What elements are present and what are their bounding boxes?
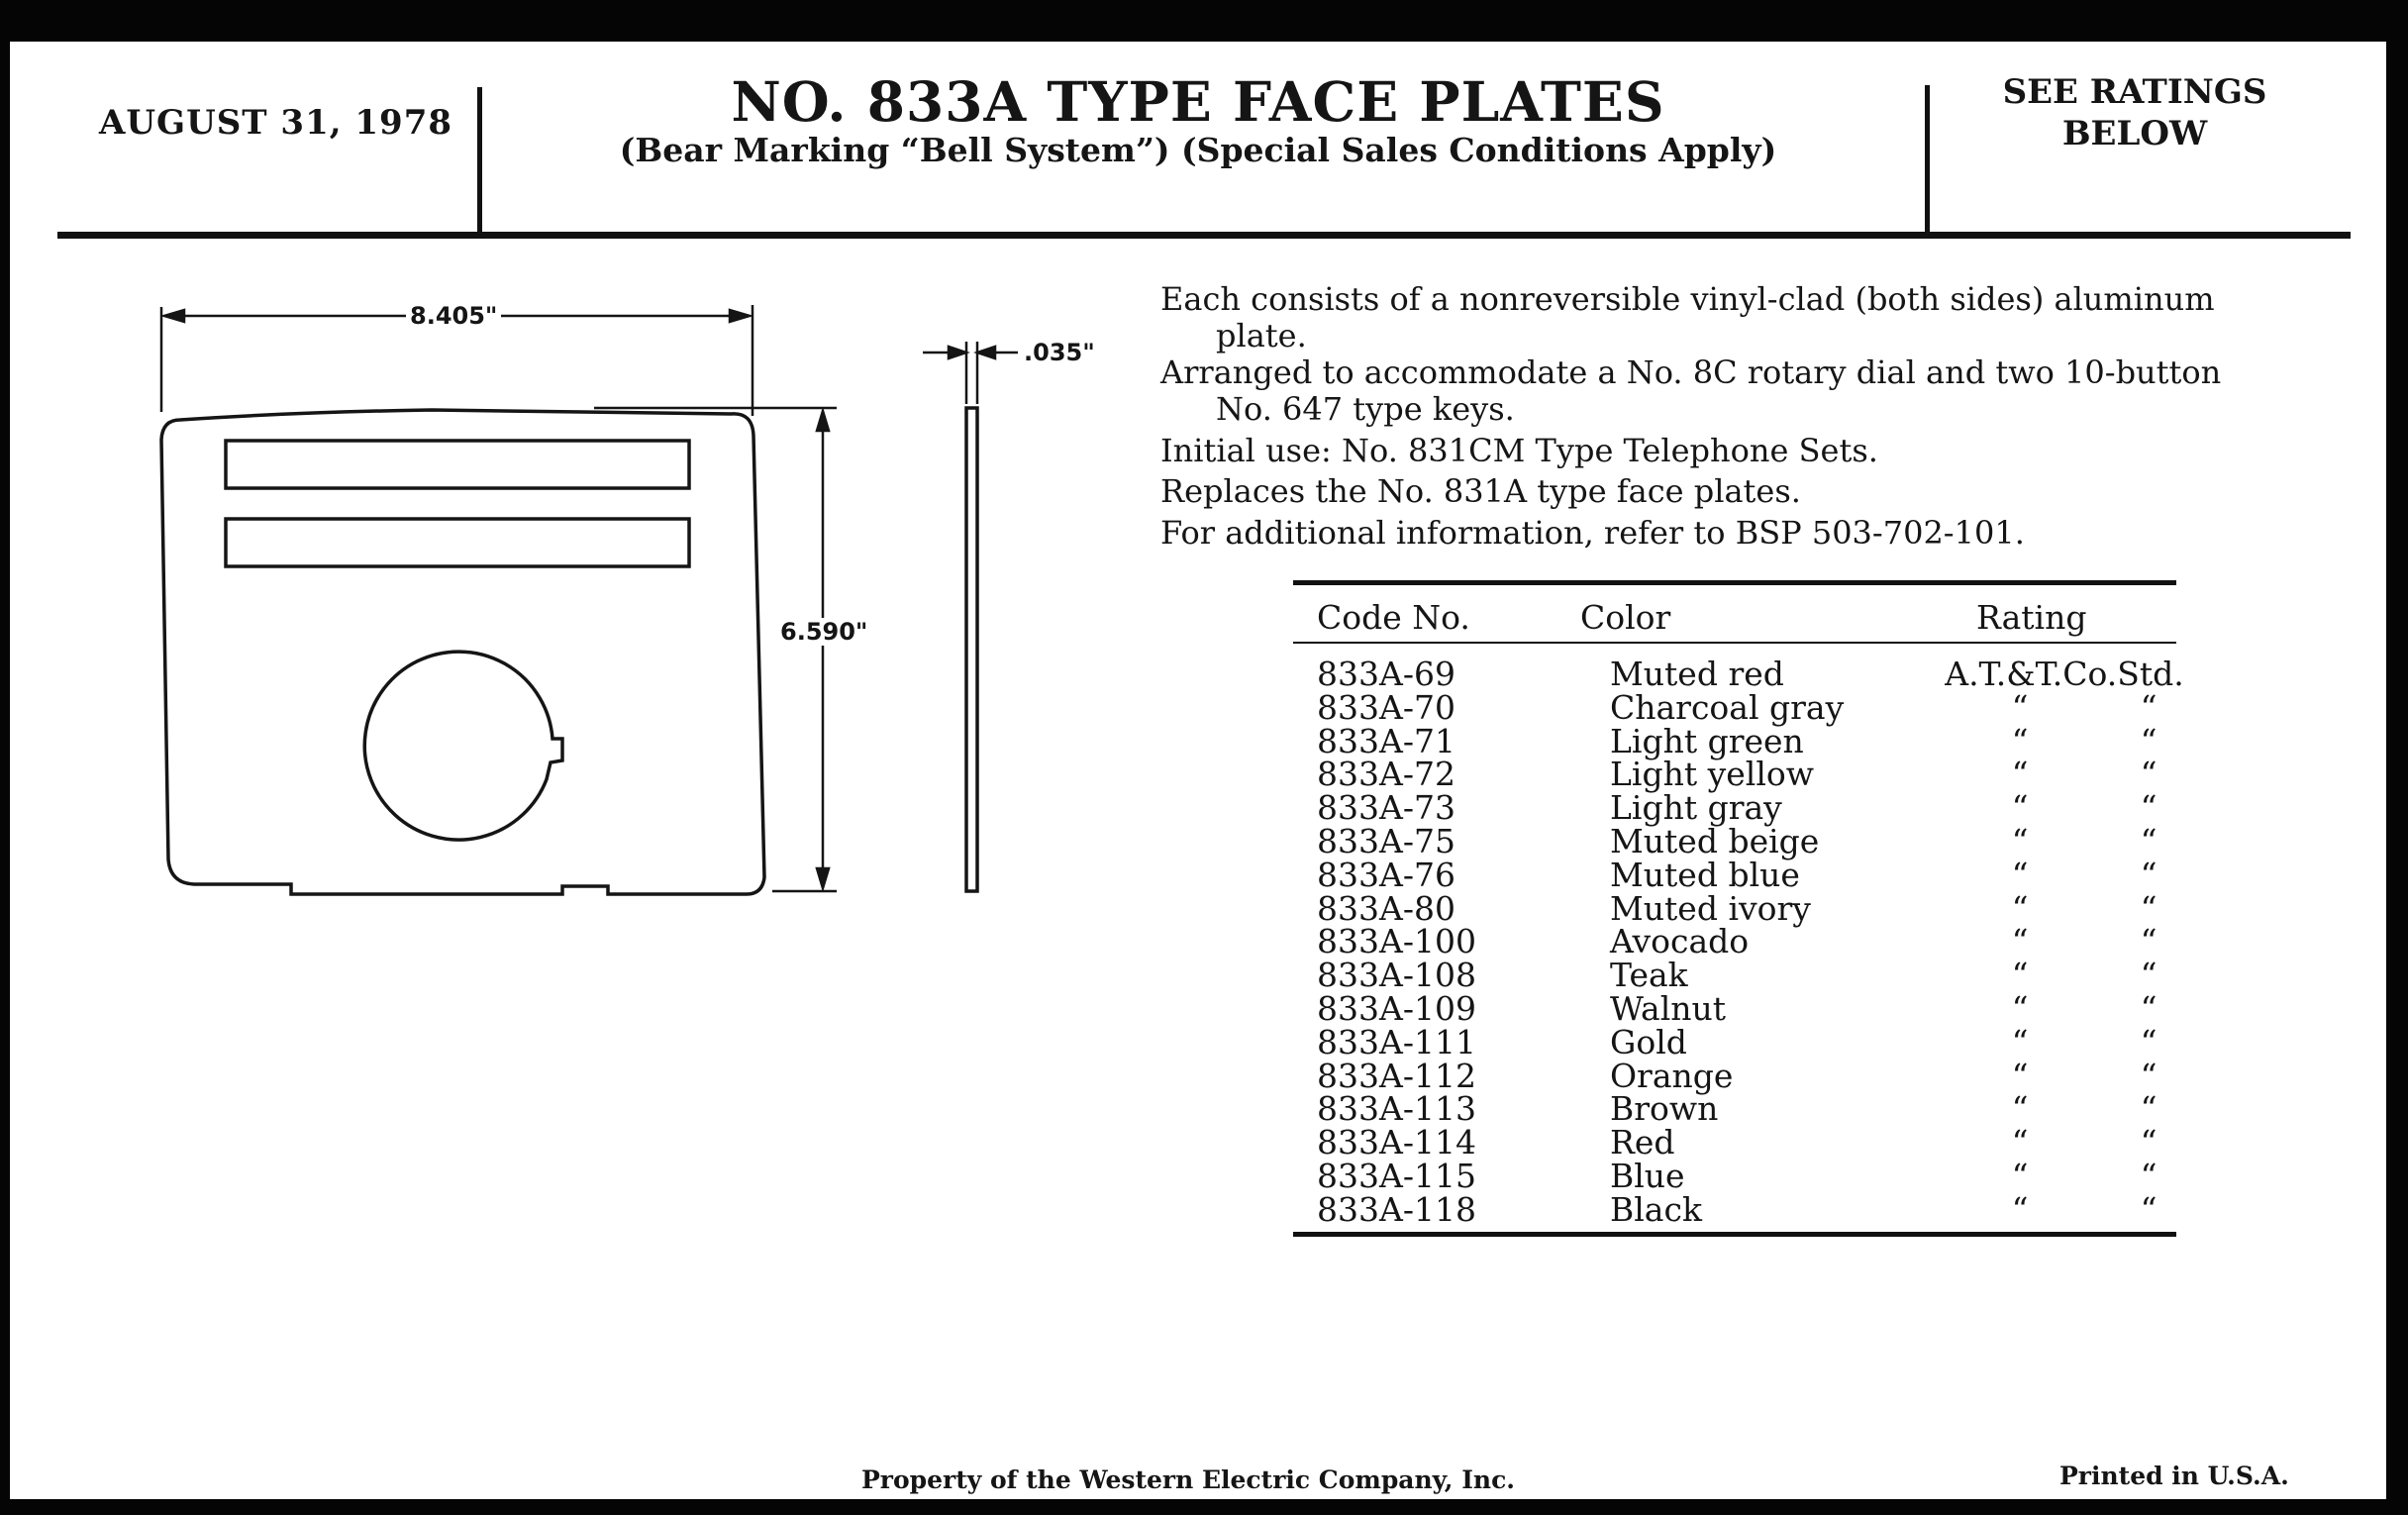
rating-ditto-mark: “ [2140,1157,2157,1195]
column-header-code: Code No. [1317,598,1470,637]
code-cell: 833A-70 [1317,687,1455,727]
rating-ditto-mark: “ [2011,687,2029,727]
code-cell: 833A-76 [1317,855,1455,894]
table-row [1317,989,2208,1028]
rating-ditto-mark: “ [2140,1123,2157,1162]
rating-ditto-mark: “ [2011,888,2029,928]
code-cell: 833A-113 [1317,1089,1476,1129]
description-paragraph-1 [1160,281,2301,354]
color-cell: Muted blue [1610,855,1800,894]
rating-ditto-mark: “ [2011,1123,2029,1162]
description-line: Arranged to accommodate a No. 8C rotary dial and two 10-button [1160,354,2222,391]
color-cell: Blue [1610,1157,1685,1195]
width-arrow-left [164,310,184,322]
code-cell: 833A-111 [1317,1022,1476,1061]
table-row [1317,956,2208,995]
code-cell: 833A-69 [1317,655,1455,693]
rating-ditto-mark: “ [2140,989,2157,1028]
rating-ditto-mark: “ [2140,1089,2157,1129]
table-header-rule [1293,642,2176,644]
rating-ditto-mark: “ [2140,687,2157,727]
page-title: NO. 833A TYPE FACE PLATES [731,69,1665,134]
description-paragraph-5: For additional information, refer to BSP 503-702-101. [1160,514,2025,552]
table-row [1317,855,2208,894]
code-cell: 833A-112 [1317,1056,1476,1095]
rating-ditto-mark: “ [2140,721,2157,760]
table-row [1317,1157,2208,1195]
rating-ditto-mark: “ [2011,1189,2029,1229]
table-row [1317,655,2208,693]
rating-ditto-mark: “ [2140,888,2157,928]
code-cell: 833A-109 [1317,989,1476,1028]
table-row [1317,721,2208,760]
color-cell: Light gray [1610,788,1782,828]
code-cell: 833A-100 [1317,922,1476,961]
color-cell: Teak [1610,956,1688,995]
rating-ditto-mark: “ [2140,1056,2157,1095]
color-cell: Orange [1610,1056,1734,1095]
rating-cell: A.T.&T.Co.Std. [1945,655,2184,693]
code-cell: 833A-114 [1317,1123,1476,1162]
description-line: No. 647 type keys. [1216,390,1515,428]
table-row [1317,687,2208,727]
description-paragraph-3: Initial use: No. 831CM Type Telephone Sets. [1160,432,1878,469]
rating-ditto-mark: “ [2011,1157,2029,1195]
color-cell: Gold [1610,1022,1687,1061]
code-cell: 833A-73 [1317,788,1455,828]
table-row [1317,922,2208,961]
column-header-rating: Rating [1976,598,2087,637]
table-bottom-rule [1293,1232,2176,1237]
rating-ditto-mark: “ [2140,1022,2157,1061]
rating-ditto-mark: “ [2011,956,2029,995]
code-cell: 833A-80 [1317,888,1455,928]
thickness-arrow-left [949,347,966,358]
thickness-dimension-label: .035" [1024,339,1095,366]
description-line: Each consists of a nonreversible vinyl-clad (both sides) aluminum [1160,280,2215,318]
dial-opening [364,652,562,840]
color-cell: Muted red [1610,655,1784,693]
table-row [1317,1123,2208,1162]
table-row [1317,888,2208,928]
color-cell: Muted beige [1610,822,1820,860]
color-cell: Light green [1610,721,1804,760]
table-row [1317,1189,2208,1229]
color-cell: Muted ivory [1610,888,1811,928]
rating-ditto-mark: “ [2140,788,2157,828]
column-header-color: Color [1580,598,1671,637]
ownership-footer: Property of the Western Electric Company, Inc. [861,1465,1516,1494]
rating-ditto-mark: “ [2140,956,2157,995]
key-slot-top [226,441,689,488]
color-cell: Red [1610,1123,1675,1162]
rating-ditto-mark: “ [2011,1089,2029,1129]
page-subtitle: (Bear Marking “Bell System”) (Special Sales Conditions Apply) [619,131,1777,169]
code-cell: 833A-72 [1317,755,1455,794]
rating-ditto-mark: “ [2011,1056,2029,1095]
color-cell: Brown [1610,1089,1719,1129]
description-line: plate. [1216,317,1307,354]
rating-ditto-mark: “ [2011,855,2029,894]
table-row [1317,1022,2208,1061]
ratings-note-line1: SEE RATINGS [2002,72,2267,112]
code-cell: 833A-108 [1317,956,1476,995]
color-cell: Walnut [1610,989,1727,1028]
height-arrow-top [817,411,829,431]
rating-ditto-mark: “ [2140,855,2157,894]
color-cell: Charcoal gray [1610,687,1845,727]
ratings-note-line2: BELOW [2061,114,2208,153]
description-paragraph-2 [1160,354,2301,428]
table-row [1317,755,2208,794]
table-row [1317,822,2208,860]
thickness-arrow-right [977,347,995,358]
rating-ditto-mark: “ [2011,822,2029,860]
rating-ditto-mark: “ [2140,755,2157,794]
code-cell: 833A-71 [1317,721,1455,760]
color-cell: Black [1610,1189,1702,1229]
table-top-rule [1293,580,2176,585]
width-arrow-right [730,310,750,322]
color-cell: Avocado [1610,922,1750,961]
rating-ditto-mark: “ [2011,755,2029,794]
table-row [1317,788,2208,828]
rating-ditto-mark: “ [2140,1189,2157,1229]
rating-ditto-mark: “ [2140,822,2157,860]
height-arrow-bottom [817,868,829,888]
table-row [1317,1056,2208,1095]
code-cell: 833A-118 [1317,1189,1476,1229]
printed-in-footer: Printed in U.S.A. [2059,1462,2289,1490]
code-cell: 833A-75 [1317,822,1455,860]
description-paragraph-4: Replaces the No. 831A type face plates. [1160,472,1801,510]
table-row [1317,1089,2208,1129]
rating-ditto-mark: “ [2011,989,2029,1028]
edge-view [966,408,977,891]
rating-ditto-mark: “ [2011,1022,2029,1061]
rating-ditto-mark: “ [2011,922,2029,961]
color-cell: Light yellow [1610,755,1814,794]
height-dimension-label: 6.590" [776,618,871,646]
issue-date: AUGUST 31, 1978 [99,103,453,143]
code-cell: 833A-115 [1317,1157,1476,1195]
key-slot-bottom [226,519,689,566]
width-dimension-label: 8.405" [406,302,501,330]
rating-ditto-mark: “ [2011,788,2029,828]
rating-ditto-mark: “ [2140,922,2157,961]
rating-ditto-mark: “ [2011,721,2029,760]
